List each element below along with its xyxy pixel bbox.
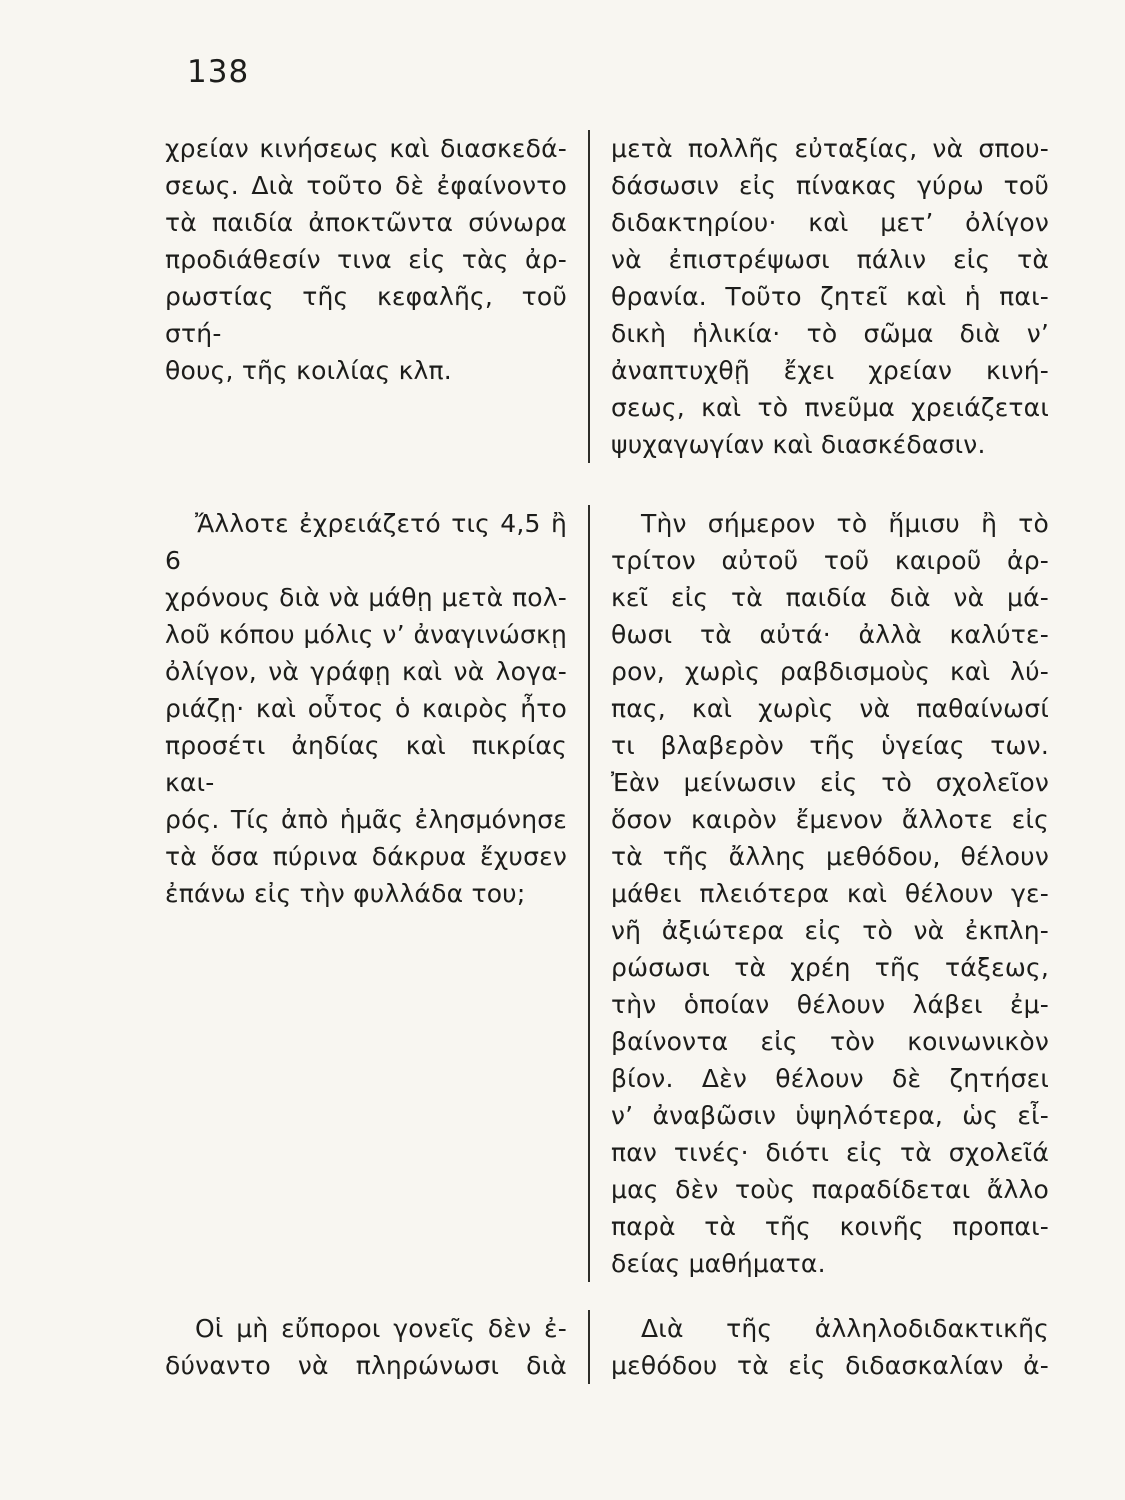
text-line: νῆ ἀξιώτερα εἰς τὸ νὰ ἐκπλη- [611, 916, 1049, 945]
text-row-1 [165, 130, 1055, 463]
text-line: μάθει πλειότερα καὶ θέλουν γε- [611, 879, 1049, 908]
text-line: δάσωσιν εἰς πίνακας γύρω τοῦ [611, 171, 1049, 200]
right-paragraph-3 [611, 1310, 1049, 1384]
left-paragraph-3 [165, 1310, 567, 1384]
column-divider-1 [588, 130, 590, 463]
text-line: θωσι τὰ αὐτά· ἀλλὰ καλύτε- [611, 620, 1049, 649]
text-row-2 [165, 505, 1055, 1282]
text-line: μετὰ πολλῆς εὐταξίας, νὰ σπου- [611, 134, 1049, 163]
text-line: ἐπάνω εἰς τὴν φυλλάδα του; [165, 879, 526, 908]
right-paragraph-2 [611, 505, 1049, 1282]
text-line: Οἱ μὴ εὔποροι γονεῖς δὲν ἐ- [195, 1314, 567, 1343]
page-number: 138 [187, 54, 250, 90]
text-line: ρός. Τίς ἀπὸ ἡμᾶς ἐλησμόνησε [165, 805, 567, 834]
text-line: Διὰ τῆς ἀλληλοδιδακτικῆς [641, 1314, 1049, 1343]
text-line: παρὰ τὰ τῆς κοινῆς προπαι- [611, 1212, 1049, 1241]
text-line: μας δὲν τοὺς παραδίδεται ἄλλο [611, 1175, 1049, 1204]
text-line: ρώσωσι τὰ χρέη τῆς τάξεως, [611, 953, 1049, 982]
text-line: νὰ ἐπιστρέψωσι πάλιν εἰς τὰ [611, 245, 1049, 274]
text-line: θους, τῆς κοιλίας κλπ. [165, 356, 452, 385]
text-line: διδακτηρίου· καὶ μετ’ ὀλίγον [611, 208, 1049, 237]
text-line: χρείαν κινήσεως καὶ διασκεδά- [165, 134, 567, 163]
left-paragraph-2 [165, 505, 567, 912]
text-line: σεως. Διὰ τοῦτο δὲ ἐφαίνοντο [165, 171, 567, 200]
text-line: προσέτι ἀηδίας καὶ πικρίας και- [165, 731, 567, 797]
text-line: τὰ ὅσα πύρινα δάκρυα ἔχυσεν [165, 842, 567, 871]
text-line: Ἐὰν μείνωσιν εἰς τὸ σχολεῖον [611, 768, 1049, 797]
text-line: βαίνοντα εἰς τὸν κοινωνικὸν [611, 1027, 1049, 1056]
column-divider-2 [588, 505, 590, 1282]
text-line: σεως, καὶ τὸ πνεῦμα χρειάζεται [611, 393, 1049, 422]
text-row-3 [165, 1310, 1055, 1384]
text-line: τὰ τῆς ἄλλης μεθόδου, θέλουν [611, 842, 1049, 871]
text-line: ν’ ἀναβῶσιν ὑψηλότερα, ὡς εἶ- [611, 1101, 1049, 1130]
text-line: ριάζῃ· καὶ οὗτος ὁ καιρὸς ἦτο [165, 694, 567, 723]
text-line: μεθόδου τὰ εἰς διδασκαλίαν ἀ- [611, 1351, 1049, 1380]
text-line: Τὴν σήμερον τὸ ἥμισυ ἢ τὸ [641, 509, 1049, 538]
text-line: θρανία. Τοῦτο ζητεῖ καὶ ἡ παι- [611, 282, 1049, 311]
text-line: παν τινές· διότι εἰς τὰ σχολεῖά [611, 1138, 1049, 1167]
text-line: δικὴ ἡλικία· τὸ σῶμα διὰ ν’ [611, 319, 1049, 348]
text-line: χρόνους διὰ νὰ μάθῃ μετὰ πολ- [165, 583, 567, 612]
text-line: προδιάθεσίν τινα εἰς τὰς ἀρ- [165, 245, 567, 274]
text-line: τὰ παιδία ἀποκτῶντα σύνωρα [165, 208, 567, 237]
right-paragraph-1 [611, 130, 1049, 463]
text-line: τὴν ὁποίαν θέλουν λάβει ἐμ- [611, 990, 1049, 1019]
text-line: δείας μαθήματα. [611, 1249, 826, 1278]
text-line: τι βλαβερὸν τῆς ὑγείας των. [611, 731, 1049, 760]
text-line: βίον. Δὲν θέλουν δὲ ζητήσει [611, 1064, 1049, 1093]
text-line: Ἄλλοτε ἐχρειάζετό τις 4,5 ἢ 6 [165, 509, 567, 575]
text-line: δύναντο νὰ πληρώνωσι διὰ [165, 1351, 567, 1380]
text-line: τρίτον αὐτοῦ τοῦ καιροῦ ἀρ- [611, 546, 1049, 575]
text-line: ρωστίας τῆς κεφαλῆς, τοῦ στή- [165, 282, 567, 348]
text-line: ρον, χωρὶς ραβδισμοὺς καὶ λύ- [611, 657, 1049, 686]
text-line: ὀλίγον, νὰ γράφῃ καὶ νὰ λογα- [165, 657, 567, 686]
column-divider-3 [588, 1310, 590, 1384]
text-line: κεῖ εἰς τὰ παιδία διὰ νὰ μά- [611, 583, 1049, 612]
text-line: λοῦ κόπου μόλις ν’ ἀναγινώσκῃ [165, 620, 567, 649]
text-line: πας, καὶ χωρὶς νὰ παθαίνωσί [611, 694, 1049, 723]
left-paragraph-1 [165, 130, 567, 389]
text-line: ὅσον καιρὸν ἔμενον ἄλλοτε εἰς [611, 805, 1049, 834]
text-line: ἀναπτυχθῇ ἔχει χρείαν κινή- [611, 356, 1049, 385]
text-line: ψυχαγωγίαν καὶ διασκέδασιν. [611, 430, 986, 459]
